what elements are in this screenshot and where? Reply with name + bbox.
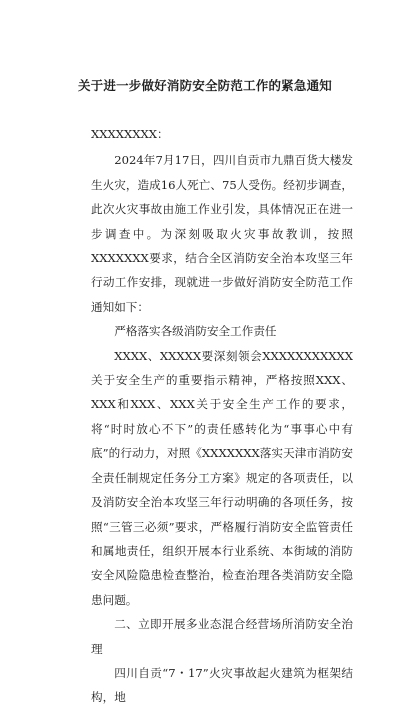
paragraph-responsibility: XXXX、XXXXX要深刻领会XXXXXXXXXXX关于安全生产的重要指示精神，严格按照XXX、XXX和XXX、XXX关于安全生产工作的要求，将“时时放心不下”的责任感转化为“事事心中有底”的行动力，对照《XXXXXXX落实天津市消防安全责任制规定任务分工方案》规定的各项责任，以及消防安全治本攻坚三年行动明确的各项任务，按照“三管三必须”要求，严格履行消防安全监管责任和属地责任，组织开展本行业系统、本街域的消防安全风险隐患检查整治，检查治理各类消防安全隐患问题。 <box>91 348 353 607</box>
paragraph-incident: 2024年7月17日，四川自贡市九鼎百货大楼发生火灾，造成16人死亡、75人受伤。经初步调查，此次火灾事故由施工作业引发，具体情况正在进一步调查中。为深刻吸取火灾事故教训，按照XXXXXXX要求，结合全区消防安全治本攻坚三年行动工作安排，现就进一步做好消防安全防范工作通知如下： <box>91 153 353 314</box>
paragraph-mixed-use: 四川自贡“7・17”火灾事故起火建筑为框架结构，地 <box>91 665 353 705</box>
section-heading-mixed-use: 二、立即开展多业态混合经营场所消防安全治理 <box>91 617 353 656</box>
section-heading-responsibility: 严格落实各级消防安全工作责任 <box>114 324 277 339</box>
document-body <box>91 122 353 710</box>
document-title: 关于进一步做好消防安全防范工作的紧急通知 <box>77 78 332 93</box>
salutation: XXXXXXXX： <box>91 127 169 141</box>
